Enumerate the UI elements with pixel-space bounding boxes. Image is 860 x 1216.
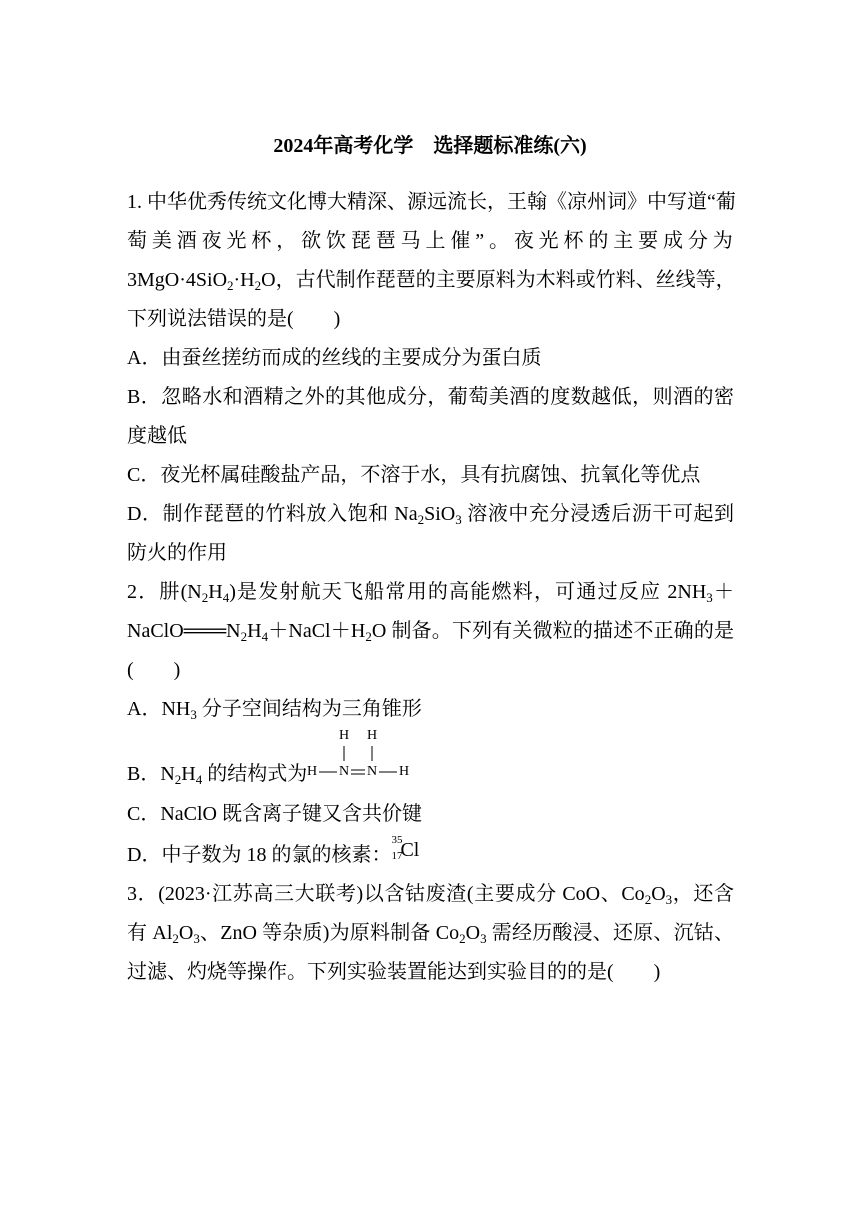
- q1-option-d-line-1: D．制作琵琶的竹料放入饱和 $Na_2SiO_3$ 溶液中充分浸透后沥干可起到: [127, 503, 735, 527]
- q2-stem-line-3: ( ): [127, 659, 181, 681]
- struct-n-1: N: [339, 764, 350, 779]
- chlorine-isotope-notation: 35 17 Cl: [391, 834, 420, 862]
- q1-option-d-line-2: 防火的作用: [127, 542, 227, 564]
- struct-n-2: N: [367, 764, 378, 779]
- q1-stem-line-3: $3MgO\cdot 4SiO_2\cdot H_2O$，古代制作琵琶的主要原料为木料或竹料、丝线等，: [127, 269, 736, 293]
- q1-option-b-line-2: 度越低: [127, 425, 187, 447]
- q1-stem-line-4: 下列说法错误的是( ): [127, 308, 341, 330]
- q2-option-d: D．中子数为 18 的氯的核素： 35 17 Cl: [127, 834, 420, 866]
- q2-stem-line-2: $NaClO═══N_2H_4+NaCl+H_2O$ 制备。下列有关微粒的描述不正确的是: [127, 620, 734, 644]
- page-title: 2024年高考化学 选择题标准练(六): [273, 135, 587, 157]
- q3-stem-line-2: 有 $Al_2O_3$、ZnO 等杂质)为原料制备 $Co_2O_3$ 需经历酸浸、还原、沉钴、: [127, 922, 735, 946]
- struct-top-h-1: H: [339, 728, 350, 743]
- q3-stem-line-3: 过滤、灼烧等操作。下列实验装置能达到实验目的的是( ): [127, 961, 661, 983]
- q2-option-b: B．$N_2H_4$ 的结构式为: [127, 763, 308, 787]
- q1-option-a: A．由蚕丝搓纺而成的丝线的主要成分为蛋白质: [127, 347, 542, 369]
- q1-stem-line-2: 萄美酒夜光杯，欲饮琵琶马上催”。夜光杯的主要成分为: [127, 230, 734, 252]
- q2-stem-line-1: 2．肼$(N_2H_4)$是发射航天飞船常用的高能燃料，可通过反应 $2NH_3+$: [127, 581, 735, 605]
- q1-option-b-line-1: B．忽略水和酒精之外的其他成分，葡萄美酒的度数越低，则酒的密: [127, 386, 734, 408]
- q1-option-c: C．夜光杯属硅酸盐产品，不溶于水，具有抗腐蚀、抗氧化等优点: [127, 464, 701, 486]
- struct-left-h: H: [307, 764, 318, 779]
- q3-stem-line-1: 3．(2023·江苏高三大联考)以含钴废渣(主要成分 CoO、$Co_2O_3$，还含: [127, 883, 735, 907]
- struct-right-h: H: [399, 764, 410, 779]
- q1-stem-line-1: 1. 中华优秀传统文化博大精深、源远流长，王翰《凉州词》中写道“葡: [127, 191, 736, 213]
- q2-option-a: A．$NH_3$ 分子空间结构为三角锥形: [127, 698, 422, 722]
- q2-option-c: C．NaClO 既含离子键又含共价键: [127, 803, 422, 825]
- struct-top-h-2: H: [367, 728, 378, 743]
- hydrazine-structural-formula: [305, 726, 425, 784]
